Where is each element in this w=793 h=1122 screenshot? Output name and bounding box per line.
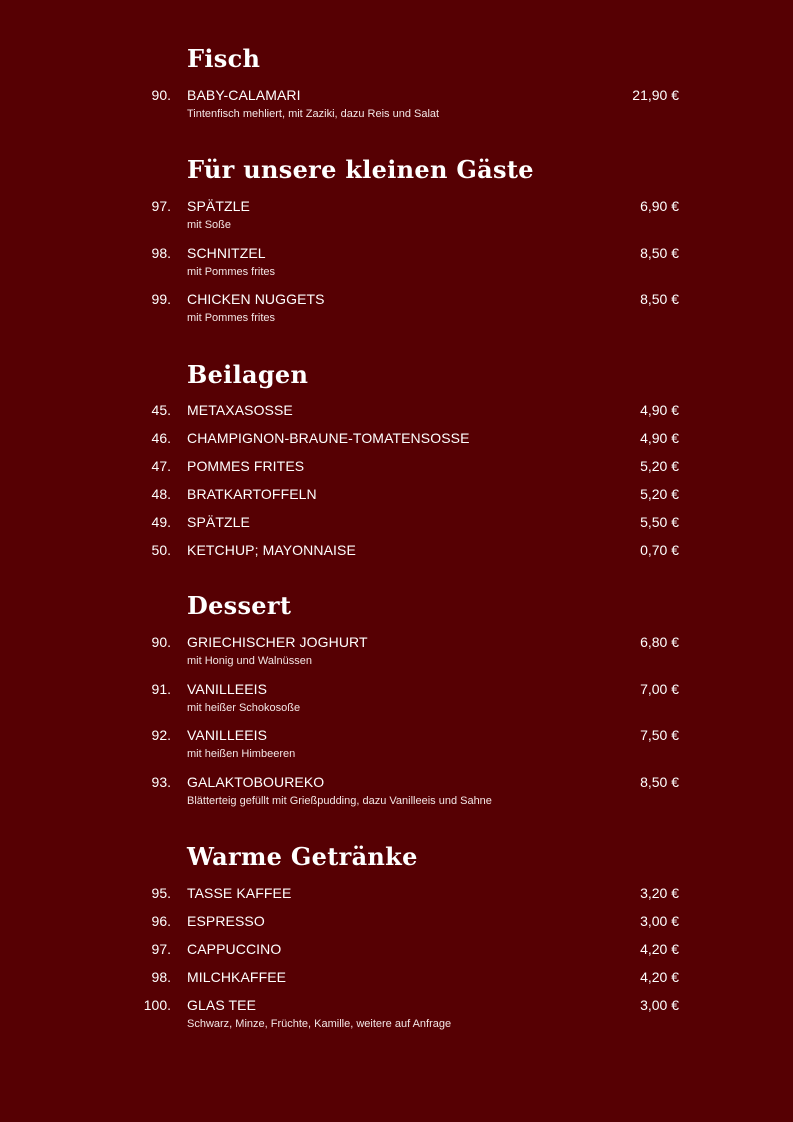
item-number: 97. bbox=[151, 198, 171, 214]
item-name: GALAKTOBOUREKO bbox=[187, 774, 325, 790]
item-description: Tintenfisch mehliert, mit Zaziki, dazu Reis und Salat bbox=[187, 108, 440, 120]
item-number: 98. bbox=[151, 969, 171, 985]
item-description: mit Pommes frites bbox=[187, 266, 276, 278]
item-number: 96. bbox=[151, 913, 171, 929]
item-price: 3,00 € bbox=[640, 997, 679, 1013]
item-name: ESPRESSO bbox=[187, 913, 265, 929]
item-description: mit heißen Himbeeren bbox=[187, 748, 296, 760]
item-price: 5,20 € bbox=[640, 486, 679, 502]
item-number: 46. bbox=[151, 430, 171, 446]
item-name: POMMES FRITES bbox=[187, 458, 305, 474]
item-number: 93. bbox=[151, 774, 171, 790]
item-name: TASSE KAFFEE bbox=[187, 885, 292, 901]
item-number: 95. bbox=[151, 885, 171, 901]
item-number: 91. bbox=[151, 681, 171, 697]
section-title: Fisch bbox=[187, 44, 261, 73]
section-title: Für unsere kleinen Gäste bbox=[187, 155, 534, 184]
item-number: 100. bbox=[143, 997, 171, 1013]
item-price: 4,20 € bbox=[640, 969, 679, 985]
item-number: 90. bbox=[151, 87, 171, 103]
item-price: 21,90 € bbox=[632, 87, 679, 103]
item-price: 0,70 € bbox=[640, 542, 679, 558]
item-name: SPÄTZLE bbox=[187, 514, 250, 530]
item-description: mit Soße bbox=[187, 219, 232, 231]
item-name: CHICKEN NUGGETS bbox=[187, 291, 325, 307]
item-description: mit heißer Schokosoße bbox=[187, 702, 301, 714]
section-title: Warme Getränke bbox=[187, 842, 418, 871]
item-price: 6,80 € bbox=[640, 634, 679, 650]
item-number: 45. bbox=[151, 402, 171, 418]
item-name: SCHNITZEL bbox=[187, 245, 266, 261]
item-number: 98. bbox=[151, 245, 171, 261]
item-number: 92. bbox=[151, 727, 171, 743]
item-price: 4,20 € bbox=[640, 941, 679, 957]
item-name: CHAMPIGNON-BRAUNE-TOMATENSOSSE bbox=[187, 430, 470, 446]
item-price: 3,00 € bbox=[640, 913, 679, 929]
item-name: VANILLEEIS bbox=[187, 727, 268, 743]
item-name: CAPPUCCINO bbox=[187, 941, 282, 957]
item-price: 7,00 € bbox=[640, 681, 679, 697]
item-description: mit Honig und Walnüssen bbox=[187, 655, 312, 667]
item-price: 8,50 € bbox=[640, 291, 679, 307]
section-title: Dessert bbox=[187, 591, 292, 620]
item-price: 6,90 € bbox=[640, 198, 679, 214]
item-name: GRIECHISCHER JOGHURT bbox=[187, 634, 368, 650]
item-price: 8,50 € bbox=[640, 774, 679, 790]
item-name: KETCHUP; MAYONNAISE bbox=[187, 542, 356, 558]
item-number: 49. bbox=[151, 514, 171, 530]
item-number: 48. bbox=[151, 486, 171, 502]
item-number: 50. bbox=[151, 542, 171, 558]
item-number: 97. bbox=[151, 941, 171, 957]
item-price: 8,50 € bbox=[640, 245, 679, 261]
item-description: Blätterteig gefüllt mit Grießpudding, dazu Vanilleeis und Sahne bbox=[187, 795, 492, 807]
item-name: VANILLEEIS bbox=[187, 681, 268, 697]
item-price: 7,50 € bbox=[640, 727, 679, 743]
item-name: METAXASOSSE bbox=[187, 402, 293, 418]
item-name: BABY-CALAMARI bbox=[187, 87, 301, 103]
item-price: 4,90 € bbox=[640, 402, 679, 418]
item-description: mit Pommes frites bbox=[187, 312, 276, 324]
item-name: MILCHKAFFEE bbox=[187, 969, 287, 985]
item-price: 5,50 € bbox=[640, 514, 679, 530]
item-name: GLAS TEE bbox=[187, 997, 257, 1013]
item-number: 99. bbox=[151, 291, 171, 307]
item-price: 3,20 € bbox=[640, 885, 679, 901]
item-number: 47. bbox=[151, 458, 171, 474]
item-number: 90. bbox=[151, 634, 171, 650]
item-name: SPÄTZLE bbox=[187, 198, 250, 214]
section-title: Beilagen bbox=[187, 360, 309, 389]
item-price: 5,20 € bbox=[640, 458, 679, 474]
item-description: Schwarz, Minze, Früchte, Kamille, weitere auf Anfrage bbox=[187, 1018, 452, 1030]
item-name: BRATKARTOFFELN bbox=[187, 486, 317, 502]
item-price: 4,90 € bbox=[640, 430, 679, 446]
